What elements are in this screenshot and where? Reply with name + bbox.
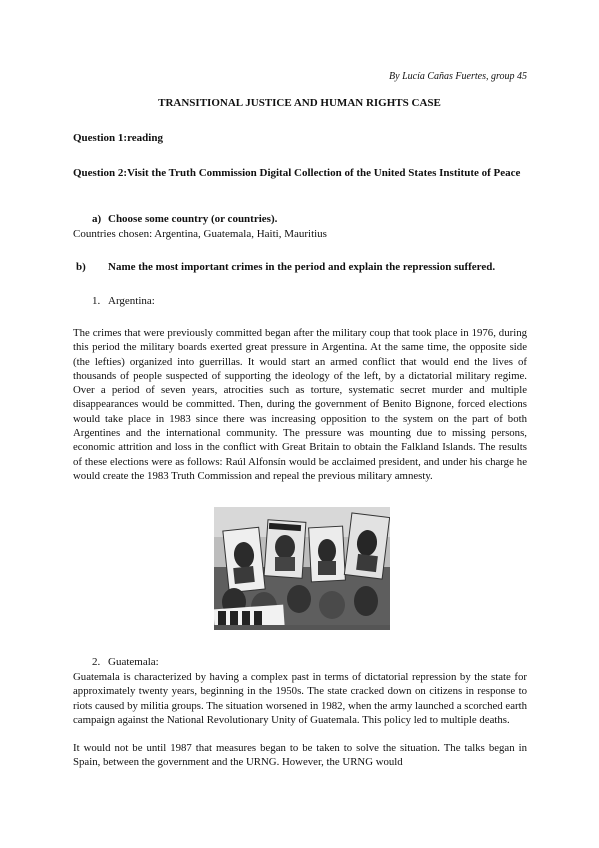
part-b-label: b) [76,261,86,273]
part-a-label: a) [92,213,102,225]
list-item-guatemala [92,656,159,668]
list-number: 2. [92,656,101,668]
list-item-label: Argentina: [108,295,155,307]
question-1-heading: Question 1:reading [73,132,163,144]
question-2-heading: Question 2:Visit the Truth Commission Digital Collection of the United States Institute of Peace [73,167,521,179]
list-number: 1. [92,295,101,307]
part-b-text: Name the most important crimes in the period and explain the repression suffered. [108,261,496,273]
guatemala-paragraph-2: It would not be until 1987 that measures began to be taken to solve the situation. The talks began in Spain, between the government and the URNG. However, the URNG would [73,742,527,769]
author-line: By Lucía Cañas Fuertes, group 45 [389,71,527,82]
part-a-heading [92,211,527,227]
protest-photo [214,507,390,630]
document-title: TRANSITIONAL JUSTICE AND HUMAN RIGHTS CASE [158,97,441,109]
list-item-label: Guatemala: [108,656,159,668]
argentina-paragraph: The crimes that were previously committed began after the military coup that took place in 1976, during this period the military boards exerted great pressure in Argentina. At the same time, the opposite side (the lefties) organized into guerrillas. It would start an armed conflict that would end the lives of thousands of people suspected of supporting the ideology of the left, by a dictatorial military regime. Over a period of seven years, atrocities such as torture, systematic secret murder and multiple disappearances would be committed. Then, during the government of Benito Bignone, forced elections would take place in 1983 since there was increasing opposition to the system on the part of both Argentines and the international community. The pressure was mounting due to missing persons, economic attrition and loss in the conflict with Great Britain to obtain the Falkland Islands. The results of these elections were as follows: Raúl Alfonsín would be acclaimed president, and under his charge he would create the 1983 Truth Commission and repeal the previous military amnesty. [73,327,527,482]
part-a-answer: Countries chosen: Argentina, Guatemala, Haiti, Mauritius [73,228,327,240]
list-item-argentina [92,295,155,307]
part-a-text: Choose some country (or countries). [108,213,278,225]
part-b-heading [76,259,527,275]
guatemala-paragraph-1: Guatemala is characterized by having a complex past in terms of dictatorial repression by the state for approximately twenty years, beginning in the 1950s. The state cracked down on citizens in response to riots caused by militia groups. The situation worsened in 1982, when the army launched a scorched earth campaign against the National Revolutionary Unity of Guatemala. This policy led to multiple deaths. [73,671,527,726]
